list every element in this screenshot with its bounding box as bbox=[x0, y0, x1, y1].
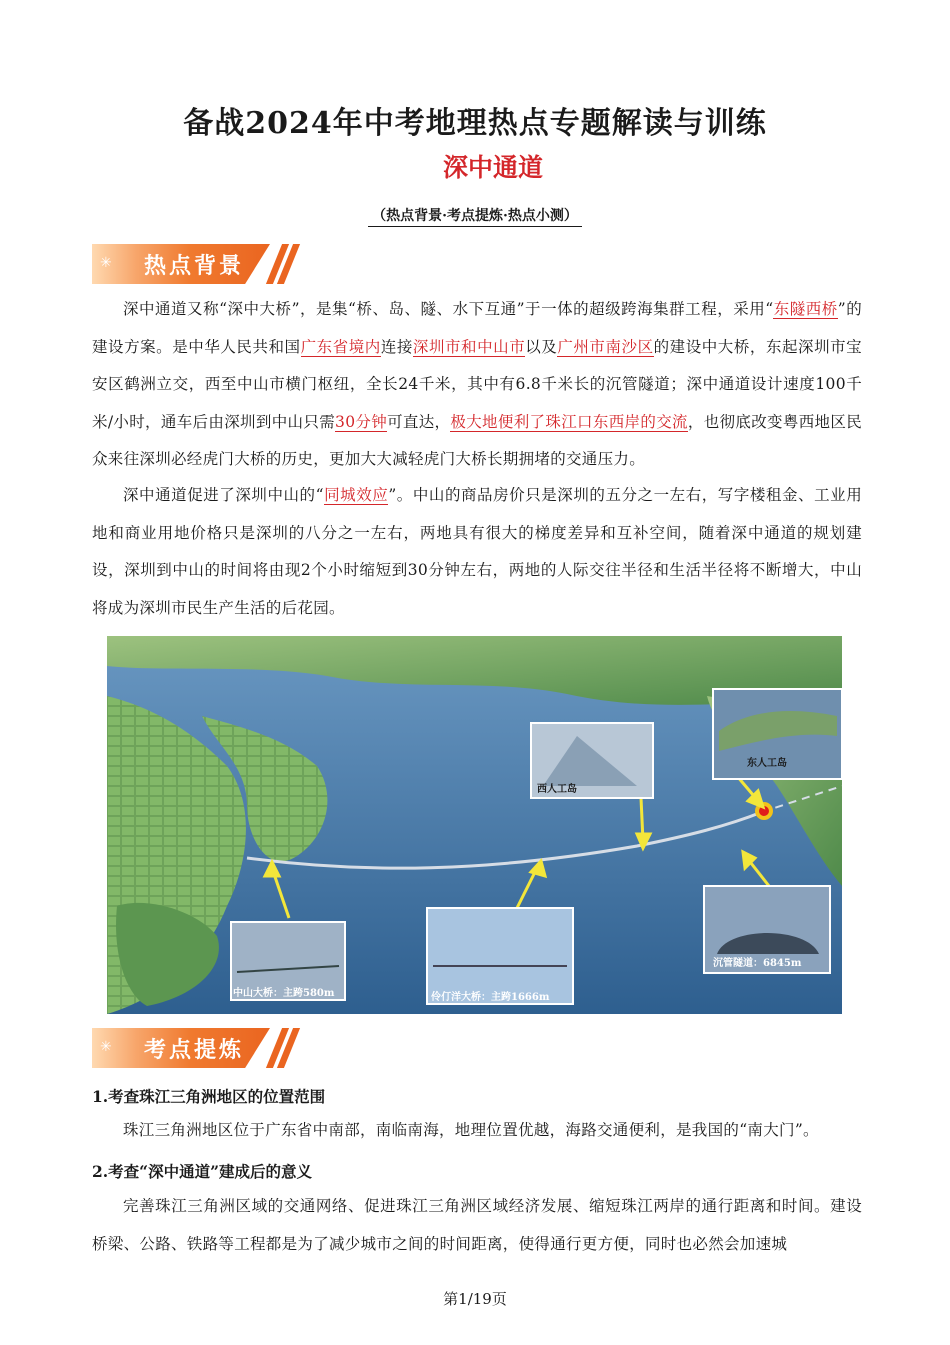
west-island-label: 西人工岛 bbox=[537, 784, 577, 795]
sections-line: （热点背景·考点提炼·热点小测） bbox=[0, 205, 950, 225]
highlight-text: 同城效应 bbox=[323, 486, 389, 504]
highlight-text: 深圳市和中山市 bbox=[412, 337, 526, 356]
section-banner-background bbox=[92, 1028, 302, 1068]
east-island-label: 东人工岛 bbox=[747, 758, 787, 769]
highlight-text: 30分钟 bbox=[335, 412, 388, 431]
section-banner-background bbox=[92, 244, 302, 284]
highlight-text: 广州市南沙区 bbox=[557, 337, 654, 356]
highlight-text: 极大地便利了珠江口东西岸的交流 bbox=[450, 412, 688, 431]
question-heading-1: 1.考查珠江三角洲地区的位置范围 bbox=[92, 1087, 326, 1106]
question-text-1: 珠江三角洲地区位于广东省中南部，南临南海，地理位置优越，海路交通便利，是我国的“南大门”。 bbox=[123, 1121, 819, 1139]
aerial-illustration-svg bbox=[107, 636, 842, 1014]
page-number: 第1/19页 bbox=[443, 1290, 507, 1308]
background-paragraph-2: 深中通道促进了深圳中山的“同城效应”。中山的商品房价只是深圳的五分之一左右，写字楼租金、工业用地和商业用地价格只是深圳的八分之一左右，两地具有很大的梯度差异和互补空间，随着深中通道的规划建设，深圳到中山的时间将由现2个小时缩短到30分钟左右，两地的人际交往半径和生活半径将不断增大，中山将成为深圳市民生产生活的后花园。 bbox=[92, 486, 863, 617]
zhongshan-bridge-label: 中山大桥：主跨580m bbox=[233, 988, 335, 999]
asterisk-icon: ✳ bbox=[100, 1039, 112, 1055]
section-title: 考点提炼 bbox=[144, 1037, 245, 1063]
section-title: 热点背景 bbox=[144, 253, 245, 279]
tunnel-label: 沉管隧道：6845m bbox=[713, 958, 802, 969]
asterisk-icon: ✳ bbox=[100, 255, 112, 271]
page-title: 备战2024年中考地理热点专题解读与训练 bbox=[183, 106, 767, 141]
background-paragraph-1: 深中通道又称“深中大桥”，是集“桥、岛、隧、水下互通”于一体的超级跨海集群工程，采用“东隧西桥”的建设方案。是中华人民共和国广东省境内连接深圳市和中山市以及广州市南沙区的建设中大桥，东起深圳市宝安区鹤洲立交，西至中山市横门枢纽，全长24千米，其中有6.8千米长的沉管隧道；深中通道设计速度100千米/小时，通车后由深圳到中山只需30分钟可直达，极大地便利了珠江口东西岸的交流，也彻底改变粤西地区民众来往深圳必经虎门大桥的历史，更加大大减轻虎门大桥长期拥堵的交通压力。 bbox=[92, 300, 863, 468]
aerial-illustration bbox=[107, 636, 842, 1014]
question-heading-2: 2.考查“深中通道”建成后的意义 bbox=[92, 1162, 313, 1181]
highlight-text: 广东省境内 bbox=[300, 337, 381, 356]
question-text-2: 完善珠江三角洲区域的交通网络、促进珠江三角洲区域经济发展、缩短珠江两岸的通行距离和时间。建设桥梁、公路、铁路等工程都是为了减少城市之间的时间距离，使得通行更方便，同时也必然会加速城 bbox=[92, 1197, 862, 1253]
highlight-text: 东隧西桥 bbox=[773, 300, 838, 318]
page-subtitle: 深中通道 bbox=[442, 153, 543, 182]
lingdingyang-bridge-label: 伶仃洋大桥：主跨1666m bbox=[431, 992, 550, 1003]
